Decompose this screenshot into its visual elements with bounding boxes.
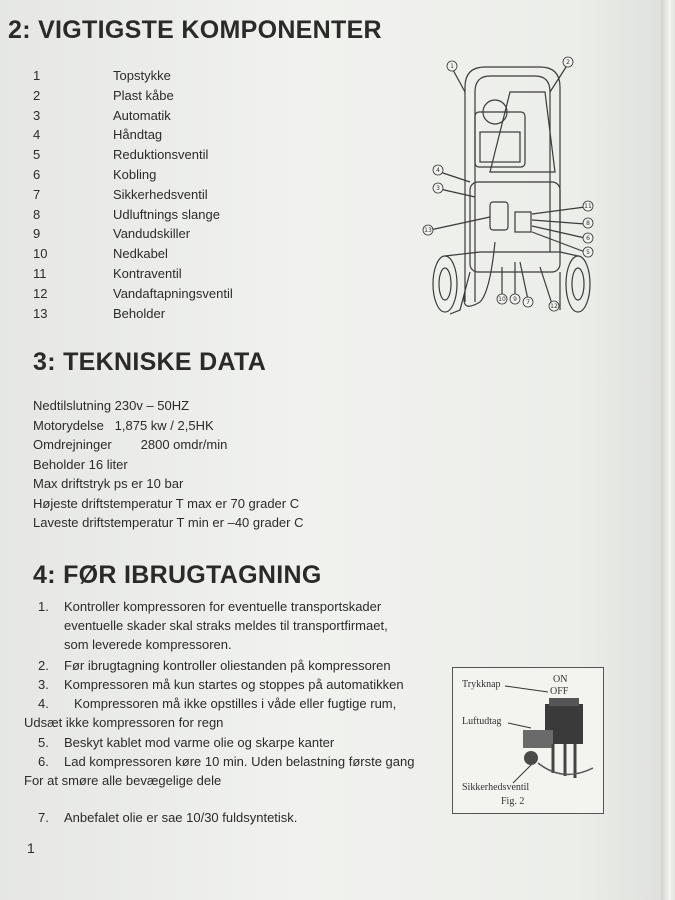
pressure-switch-drawing	[453, 668, 603, 813]
technical-data-line: Max driftstryk ps er 10 bar	[33, 476, 184, 491]
step-text-line: Anbefalet olie er sae 10/30 fuldsyntetisk.	[64, 810, 298, 825]
callout-label: 13	[424, 227, 432, 234]
step-number: 2.	[38, 658, 49, 673]
page-edge	[661, 0, 675, 900]
step-text-line: Beskyt kablet mod varme olie og skarpe kanter	[64, 735, 335, 750]
component-name: Kobling	[113, 167, 157, 182]
step-text-line: Kompressoren må ikke opstilles i våde eller fugtige rum,	[74, 696, 397, 711]
component-name: Reduktionsventil	[113, 147, 209, 163]
component-name: Plast kåbe	[113, 87, 174, 103]
section2-title: 2: VIGTIGSTE KOMPONENTER	[8, 16, 382, 44]
component-number: 12	[33, 285, 48, 301]
component-number: 2	[33, 87, 41, 103]
label-trykknap: Trykknap	[462, 679, 501, 690]
component-number: 7	[33, 186, 41, 202]
component-name: Håndtag	[113, 127, 163, 143]
technical-data-line: Omdrejninger 2800 omdr/min	[33, 437, 228, 452]
label-luftudtag: Luftudtag	[462, 716, 502, 727]
technical-data-line: Laveste driftstemperatur T min er –40 grader C	[33, 515, 304, 530]
component-name: Beholder	[113, 305, 166, 321]
callout-label: 6	[586, 235, 590, 242]
figure-caption: Fig. 2	[501, 796, 525, 807]
callout-label: 8	[586, 220, 590, 227]
section4-title: 4: FØR IBRUGTAGNING	[33, 561, 322, 589]
component-name: Sikkerhedsventil	[113, 186, 208, 202]
callout-label: 5	[586, 249, 590, 256]
component-number: 3	[33, 107, 41, 123]
step-text-line: Kontroller kompressoren for eventuelle transportskader	[64, 599, 382, 614]
callout-label: 10	[498, 296, 506, 303]
step-number: 4.	[38, 696, 49, 711]
callout-label: 1	[450, 63, 454, 70]
section3-title: 3: TEKNISKE DATA	[33, 348, 267, 376]
callout-label: 4	[436, 167, 440, 174]
callout-label: 12	[550, 303, 558, 310]
label-sikkerhedsventil: Sikkerhedsventil	[462, 782, 530, 793]
step-text-line: eventuelle skader skal straks meldes til transportfirmaet,	[64, 618, 388, 633]
component-number: 11	[33, 266, 47, 281]
step-text-line: Før ibrugtagning kontroller oliestanden på kompressoren	[64, 658, 391, 673]
page-number: 1	[27, 840, 35, 856]
component-number: 10	[33, 246, 48, 262]
label-on: ON	[553, 674, 568, 685]
component-name: Nedkabel	[113, 246, 168, 262]
technical-data-line: Højeste driftstemperatur T max er 70 grader C	[33, 495, 300, 511]
compressor-diagram	[420, 52, 600, 322]
label-off: OFF	[550, 686, 569, 697]
step-text-line: For at smøre alle bevægelige dele	[24, 773, 222, 788]
component-number: 5	[33, 147, 41, 163]
component-number: 9	[33, 226, 41, 242]
component-name: Kontraventil	[113, 266, 182, 281]
step-number: 7.	[38, 810, 49, 825]
component-name: Automatik	[113, 107, 171, 123]
component-name: Topstykke	[113, 68, 171, 83]
step-text-line: Kompressoren må kun startes og stoppes på automatikken	[64, 677, 404, 692]
technical-data-line: Beholder 16 liter	[33, 456, 128, 472]
step-number: 5.	[38, 735, 49, 750]
step-number: 3.	[38, 677, 49, 692]
step-text-line: Lad kompressoren køre 10 min. Uden belastning første gang	[64, 754, 415, 769]
component-number: 13	[33, 305, 48, 321]
callout-label: 7	[526, 299, 530, 306]
step-number: 1.	[38, 599, 49, 614]
component-name: Vandaftapningsventil	[113, 285, 233, 301]
callout-label: 3	[436, 185, 440, 192]
component-name: Vandudskiller	[113, 226, 191, 242]
technical-data-line: Nedtilslutning 230v – 50HZ	[33, 398, 190, 413]
figure-2-pressure-switch	[452, 667, 604, 814]
step-number: 6.	[38, 754, 49, 769]
component-number: 6	[33, 167, 41, 182]
step-text-line: som leverede kompressoren.	[64, 637, 232, 652]
component-number: 8	[33, 206, 41, 222]
callout-label: 2	[566, 59, 570, 66]
technical-data-line: Motorydelse 1,875 kw / 2,5HK	[33, 417, 214, 433]
component-number: 1	[33, 68, 41, 83]
callout-label: 11	[584, 203, 592, 210]
step-text-line: Udsæt ikke kompressoren for regn	[24, 715, 224, 730]
callout-label: 9	[513, 296, 517, 303]
component-number: 4	[33, 127, 41, 143]
component-name: Udluftnings slange	[113, 206, 220, 222]
